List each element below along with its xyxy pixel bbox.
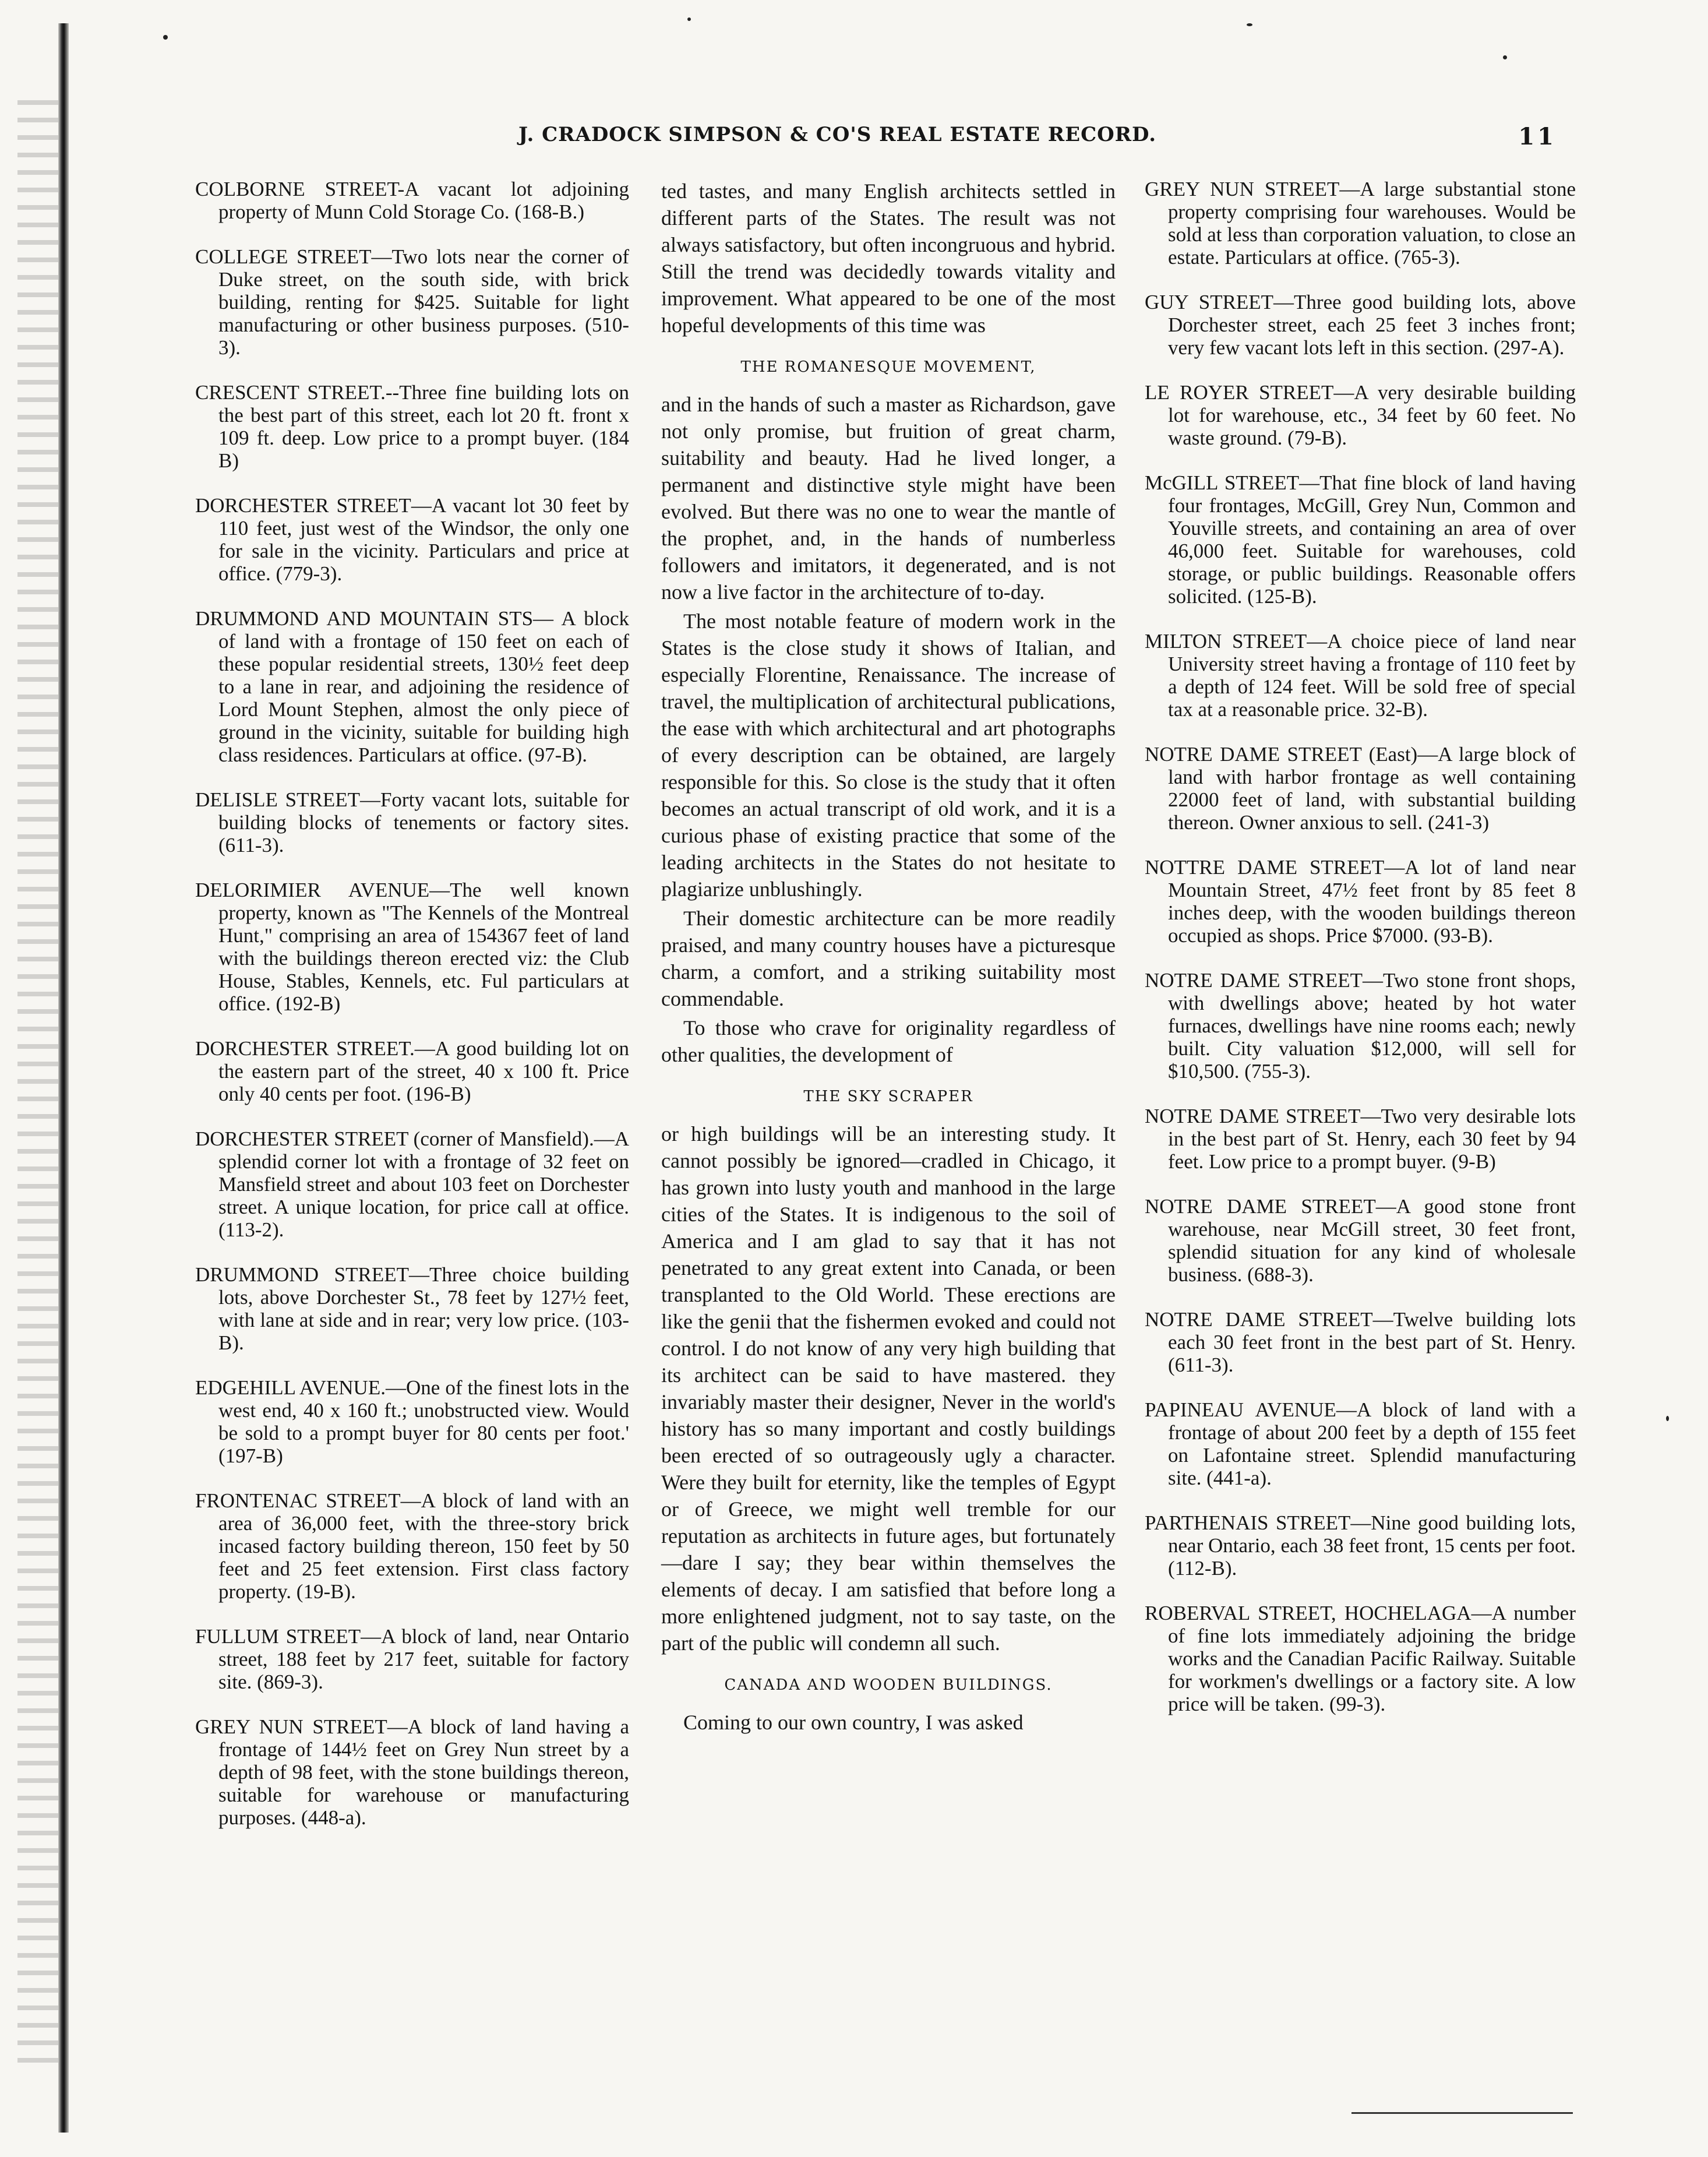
- listing-entry: NOTRE DAME STREET—Twelve building lots each 30 feet front in the best part of St. Henry. (611-3).: [1145, 1308, 1576, 1376]
- page-number: 11: [1518, 123, 1557, 150]
- listing-entry: DELISLE STREET—Forty vacant lots, suitable for building blocks of tenements or factory sites. (611-3).: [195, 788, 629, 857]
- article-paragraph: Coming to our own country, I was asked: [683, 1711, 1024, 1734]
- article-paragraph: or high buildings will be an interesting study. It cannot possibly be ignored—cradled in Chicago, it has grown into lusty youth and manhood in the large cities of the States. It is indigenous to the soil of America and I am glad to say that it has not penetrated to any great extent into Canada, or been transplanted to the Old World. These erections are like the genii that the fishermen evoked and could not control. I do not know of any very high building that its architect can be said to have mastered. they invariably master their designer, Never in the world's history has so many important and costly buildings been erected of so outrageously ugly a character. Were they built for eternity, like the temples of Egypt or of Greece, we might well tremble for our reputation as architects in future ages, but fortunately—dare I say; they bear within themselves the elements of decay. I am satisfied that before long a more enlightened judgment, not to say taste, on the part of the public will condemn all such.: [661, 1122, 1116, 1655]
- listing-entry: LE ROYER STREET—A very desirable building lot for warehouse, etc., 34 feet by 60 feet. No waste ground. (79-B).: [1145, 381, 1576, 449]
- section-heading-romanesque: THE ROMANESQUE MOVEMENT,: [740, 358, 1036, 376]
- listing-entry: GREY NUN STREET—A block of land having a frontage of 144½ feet on Grey Nun street by a depth of 98 feet, with the stone buildings thereon, suitable for warehouse or manufacturing purposes. (448-a).: [195, 1715, 629, 1829]
- scan-speck: [1247, 23, 1252, 26]
- listing-entry: COLBORNE STREET-A vacant lot adjoining property of Munn Cold Storage Co. (168-B.): [195, 178, 629, 223]
- article-paragraph: To those who crave for originality regardless of other qualities, the development of: [661, 1016, 1116, 1066]
- listing-entry: DRUMMOND AND MOUNTAIN STS— A block of land with a frontage of 150 feet on each of these popular residential streets, 130½ feet deep to a lane in rear, and adjoining the residence of Lord Mount Stephen, almost the only piece of ground in the vicinity, suitable for building high class residences. Particulars at office. (97-B).: [195, 607, 629, 766]
- listing-entry: ROBERVAL STREET, HOCHELAGA—A number of fine lots immediately adjoining the bridge works and the Canadian Pacific Railway. Suitable for workmen's dwellings or a factory site. A low price will be taken. (99-3).: [1145, 1602, 1576, 1715]
- article-paragraph: and in the hands of such a master as Richardson, gave not only promise, but fruition of great charm, suitability and beauty. Had he lived longer, a permanent and distinctive style might have been evolved. But there was no one to wear the mantle of the prophet, and, in the hands of numberless followers and imitators, it degenerated, and is not now a live factor in the architecture of to-day.: [661, 393, 1116, 604]
- listing-entry: NOTRE DAME STREET—Two very desirable lots in the best part of St. Henry, each 30 feet by 94 feet. Low price to a prompt buyer. (9-B): [1145, 1105, 1576, 1173]
- listing-entry: PARTHENAIS STREET—Nine good building lots, near Ontario, each 38 feet front, 15 cents per foot. (112-B).: [1145, 1511, 1576, 1580]
- listing-entry: FULLUM STREET—A block of land, near Ontario street, 188 feet by 217 feet, suitable for factory site. (869-3).: [195, 1625, 629, 1693]
- listing-entry: DORCHESTER STREET—A vacant lot 30 feet by 110 feet, just west of the Windsor, the only one for sale in the vicinity. Particulars and price at office. (779-3).: [195, 494, 629, 585]
- listing-entry: COLLEGE STREET—Two lots near the corner of Duke street, on the south side, with brick building, renting for $425. Suitable for light manufacturing or other business purposes. (510-3).: [195, 245, 629, 359]
- binding-shadow: [17, 87, 58, 2068]
- binding-spine-line: [58, 23, 69, 2133]
- listing-entry: NOTRE DAME STREET—A good stone front warehouse, near McGill street, 30 feet front, splendid situation for any kind of wholesale business. (688-3).: [1145, 1195, 1576, 1286]
- listing-entry: GREY NUN STREET—A large substantial stone property comprising four warehouses. Would be sold at less than corporation valuation, to close an estate. Particulars at office. (765-3).: [1145, 178, 1576, 269]
- scan-speck: [163, 35, 168, 40]
- listing-entry: DRUMMOND STREET—Three choice building lots, above Dorchester St., 78 feet by 127½ feet, with lane at side and in rear; very low price. (103-B).: [195, 1263, 629, 1354]
- listing-entry: MILTON STREET—A choice piece of land near University street having a frontage of 110 feet by a depth of 124 feet. Will be sold free of special tax at a reasonable price. 32-B).: [1145, 630, 1576, 721]
- listing-entry: NOTRE DAME STREET (East)—A large block of land with harbor frontage as well containing 22000 feet of land, with substantial building thereon. Owner anxious to sell. (241-3): [1145, 743, 1576, 834]
- section-heading-canada: CANADA AND WOODEN BUILDINGS.: [724, 1676, 1053, 1694]
- listing-entry: FRONTENAC STREET—A block of land with an area of 36,000 feet, with the three-story brick incased factory building thereon, 150 feet by 50 feet and 25 feet extension. First class factory property. (19-B).: [195, 1489, 629, 1603]
- listing-entry: DELORIMIER AVENUE—The well known property, known as "The Kennels of the Montreal Hunt," comprising an area of 154367 feet of land with the buildings thereon erected viz: the Club House, Stables, Kennels, etc. Ful particulars at office. (192-B): [195, 879, 629, 1015]
- listing-entry: CRESCENT STREET.--Three fine building lots on the best part of this street, each lot 20 ft. front x 109 ft. deep. Low price to a prompt buyer. (184 B): [195, 381, 629, 472]
- scan-speck: [687, 17, 691, 21]
- scan-speck: [1503, 55, 1507, 59]
- listing-entry: NOTRE DAME STREET—Two stone front shops, with dwellings above; heated by hot water furnaces, dwellings have nine rooms each; newly built. City valuation $12,000, will sell for $10,500. (755-3).: [1145, 969, 1576, 1083]
- listing-entry: DORCHESTER STREET (corner of Mansfield).—A splendid corner lot with a frontage of 32 feet on Mansfield street and about 103 feet on Dorchester street. A unique location, for price call at office. (113-2).: [195, 1127, 629, 1241]
- listing-entry: EDGEHILL AVENUE.—One of the finest lots in the west end, 40 x 160 ft.; unobstructed view. Would be sold to a prompt buyer for 80 cents per foot.' (197-B): [195, 1376, 629, 1467]
- listing-entry: PAPINEAU AVENUE—A block of land with a frontage of about 200 feet by a depth of 155 feet on Lafontaine street. Splendid manufacturing site. (441-a).: [1145, 1398, 1576, 1489]
- header-title: J. CRADOCK SIMPSON & CO'S REAL ESTATE RECORD.: [518, 123, 1157, 146]
- listing-entry: McGILL STREET—That fine block of land having four frontages, McGill, Grey Nun, Common and Youville streets, and containing an area of over 46,000 feet. Suitable for warehouses, cold storage, or public buildings. Reasonable offers solicited. (125-B).: [1145, 471, 1576, 608]
- listing-entry: NOTTRE DAME STREET—A lot of land near Mountain Street, 47½ feet front by 85 feet 8 inches deep, with the wooden buildings thereon occupied as shops. Price $7000. (93-B).: [1145, 856, 1576, 947]
- article-paragraph: Their domestic architecture can be more readily praised, and many country houses have a picturesque charm, a comfort, and a striking suitability most commendable.: [661, 907, 1116, 1010]
- listing-entry: GUY STREET—Three good building lots, above Dorchester street, each 25 feet 3 inches front; very few vacant lots left in this section. (297-A).: [1145, 291, 1576, 359]
- article-paragraph: The most notable feature of modern work in the States is the close study it shows of Italian, and especially Florentine, Renaissance. The increase of travel, the multiplication of architectural publications, the ease with which architectural and art photographs of every description can be obtained, are largely responsible for this. So close is the study that it often becomes an actual transcript of old work, and it is a curious phase of existing practice that some of the leading architects in the States do not hesitate to plagiarize unblushingly.: [661, 609, 1116, 901]
- left-column-listings: [195, 178, 629, 1851]
- article-paragraph: ted tastes, and many English architects settled in different parts of the States. The result was not always satisfactory, but often incongruous and hybrid. Still the trend was decidedly towards vitality and improvement. What appeared to be one of the most hopeful developments of this time was: [661, 179, 1116, 337]
- listing-entry: DORCHESTER STREET.—A good building lot on the eastern part of the street, 40 x 100 ft. Price only 40 cents per foot. (196-B): [195, 1037, 629, 1105]
- section-heading-sky-scraper: THE SKY SCRAPER: [803, 1088, 973, 1105]
- book-binding-edge: [0, 0, 87, 2157]
- scan-speck: [1666, 1416, 1669, 1421]
- right-column-listings: [1145, 178, 1576, 1737]
- page-header: [192, 118, 1557, 159]
- middle-column-article: [661, 178, 1116, 1738]
- footer-rule: [1351, 2112, 1573, 2114]
